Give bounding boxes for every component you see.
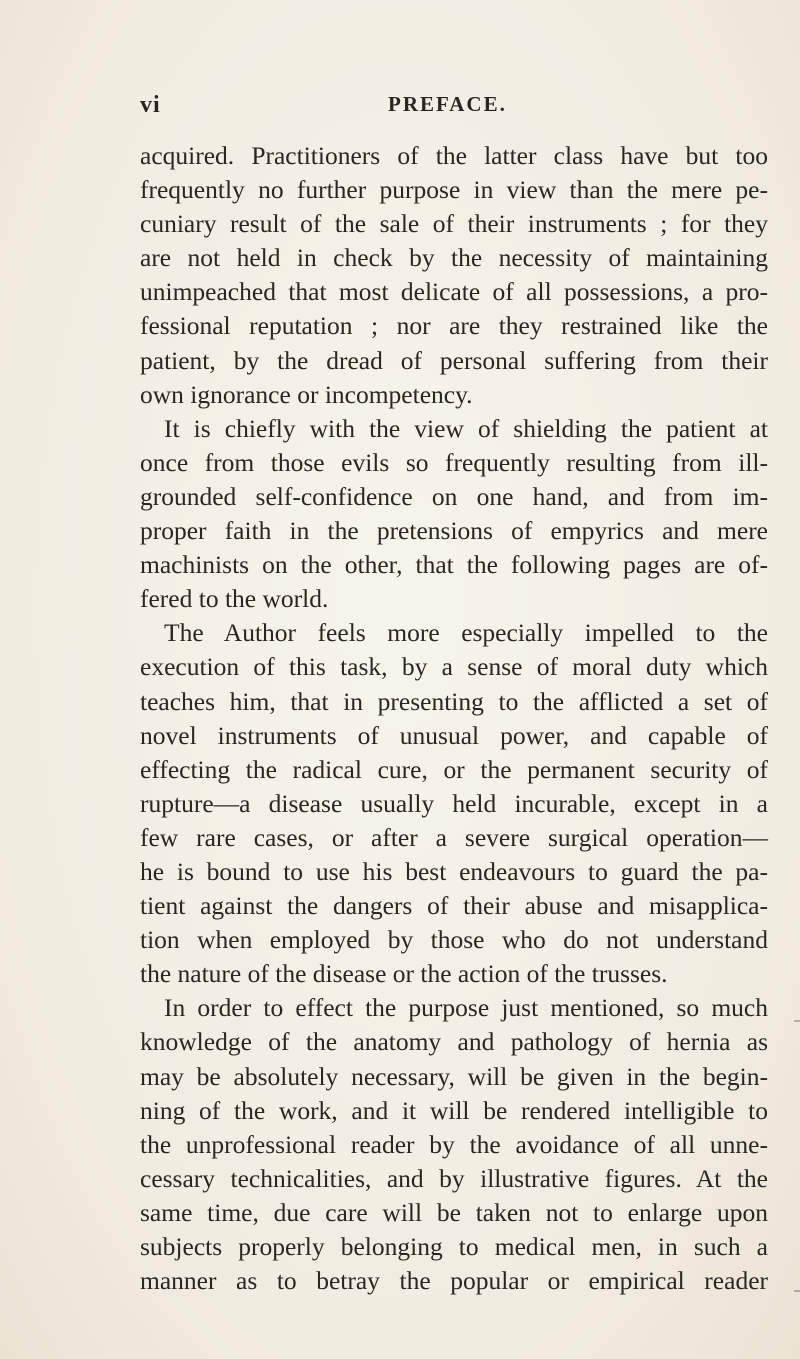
text-line: frequently no further purpose in view than the mere pe-: [140, 175, 768, 205]
text-line: are not held in check by the necessity of maintaining: [140, 243, 768, 273]
text-line: own ignorance or incompetency.: [140, 379, 473, 409]
text-line: few rare cases, or after a severe surgical operation—: [140, 822, 768, 852]
text-line: knowledge of the anatomy and pathology of hernia as: [140, 1027, 768, 1057]
page-header: [140, 92, 768, 122]
running-head: PREFACE.: [388, 92, 507, 116]
text-line: The Author feels more especially impelled to the: [164, 618, 768, 648]
text-line: tion when employed by those who do not understand: [140, 925, 768, 955]
text-line: fered to the world.: [140, 584, 329, 614]
text-line: the nature of the disease or the action of the trusses.: [140, 959, 668, 989]
text-line: same time, due care will be taken not to enlarge upon: [140, 1197, 768, 1227]
paragraph: [140, 991, 768, 1298]
text-line: acquired. Practitioners of the latter class have but too: [140, 141, 768, 170]
text-line: manner as to betray the popular or empirical reader: [140, 1266, 768, 1296]
text-line: It is chiefly with the view of shielding the patient at: [164, 413, 768, 443]
edge-mark: [794, 1020, 800, 1022]
text-line: teaches him, that in presenting to the afflicted a set of: [140, 686, 768, 716]
text-line: grounded self-confidence on one hand, and from im-: [140, 481, 768, 511]
text-line: ning of the work, and it will be rendered intelligible to: [140, 1095, 768, 1125]
text-line: fessional reputation ; nor are they restrained like the: [140, 311, 768, 341]
text-line: cuniary result of the sale of their instruments ; for they: [140, 209, 768, 239]
body-text: [140, 139, 768, 1298]
edge-mark: [794, 1290, 800, 1292]
paragraph: [140, 616, 768, 991]
text-line: patient, by the dread of personal suffering from their: [140, 345, 768, 375]
text-line: cessary technicalities, and by illustrative figures. At the: [140, 1163, 768, 1193]
text-line: rupture—a disease usually held incurable, except in a: [140, 788, 768, 818]
text-line: he is bound to use his best endeavours to guard the pa-: [140, 856, 768, 886]
page-number: vi: [140, 92, 161, 118]
text-line: execution of this task, by a sense of moral duty which: [140, 652, 768, 682]
text-line: unimpeached that most delicate of all possessions, a pro-: [140, 277, 768, 307]
text-line: tient against the dangers of their abuse and misapplica-: [140, 891, 768, 921]
text-line: the unprofessional reader by the avoidance of all unne-: [140, 1129, 768, 1159]
text-line: subjects properly belonging to medical men, in such a: [140, 1232, 768, 1261]
text-line: effecting the radical cure, or the permanent security of: [140, 754, 768, 784]
text-line: once from those evils so frequently resulting from ill-: [140, 447, 768, 477]
text-line: novel instruments of unusual power, and capable of: [140, 720, 768, 750]
text-line: In order to effect the purpose just mentioned, so much: [164, 993, 768, 1023]
paragraph: [140, 139, 768, 412]
text-line: may be absolutely necessary, will be given in the begin-: [140, 1061, 768, 1091]
text-line: proper faith in the pretensions of empyrics and mere: [140, 516, 768, 546]
text-line: machinists on the other, that the following pages are of-: [140, 550, 768, 580]
paragraph: [140, 412, 768, 617]
